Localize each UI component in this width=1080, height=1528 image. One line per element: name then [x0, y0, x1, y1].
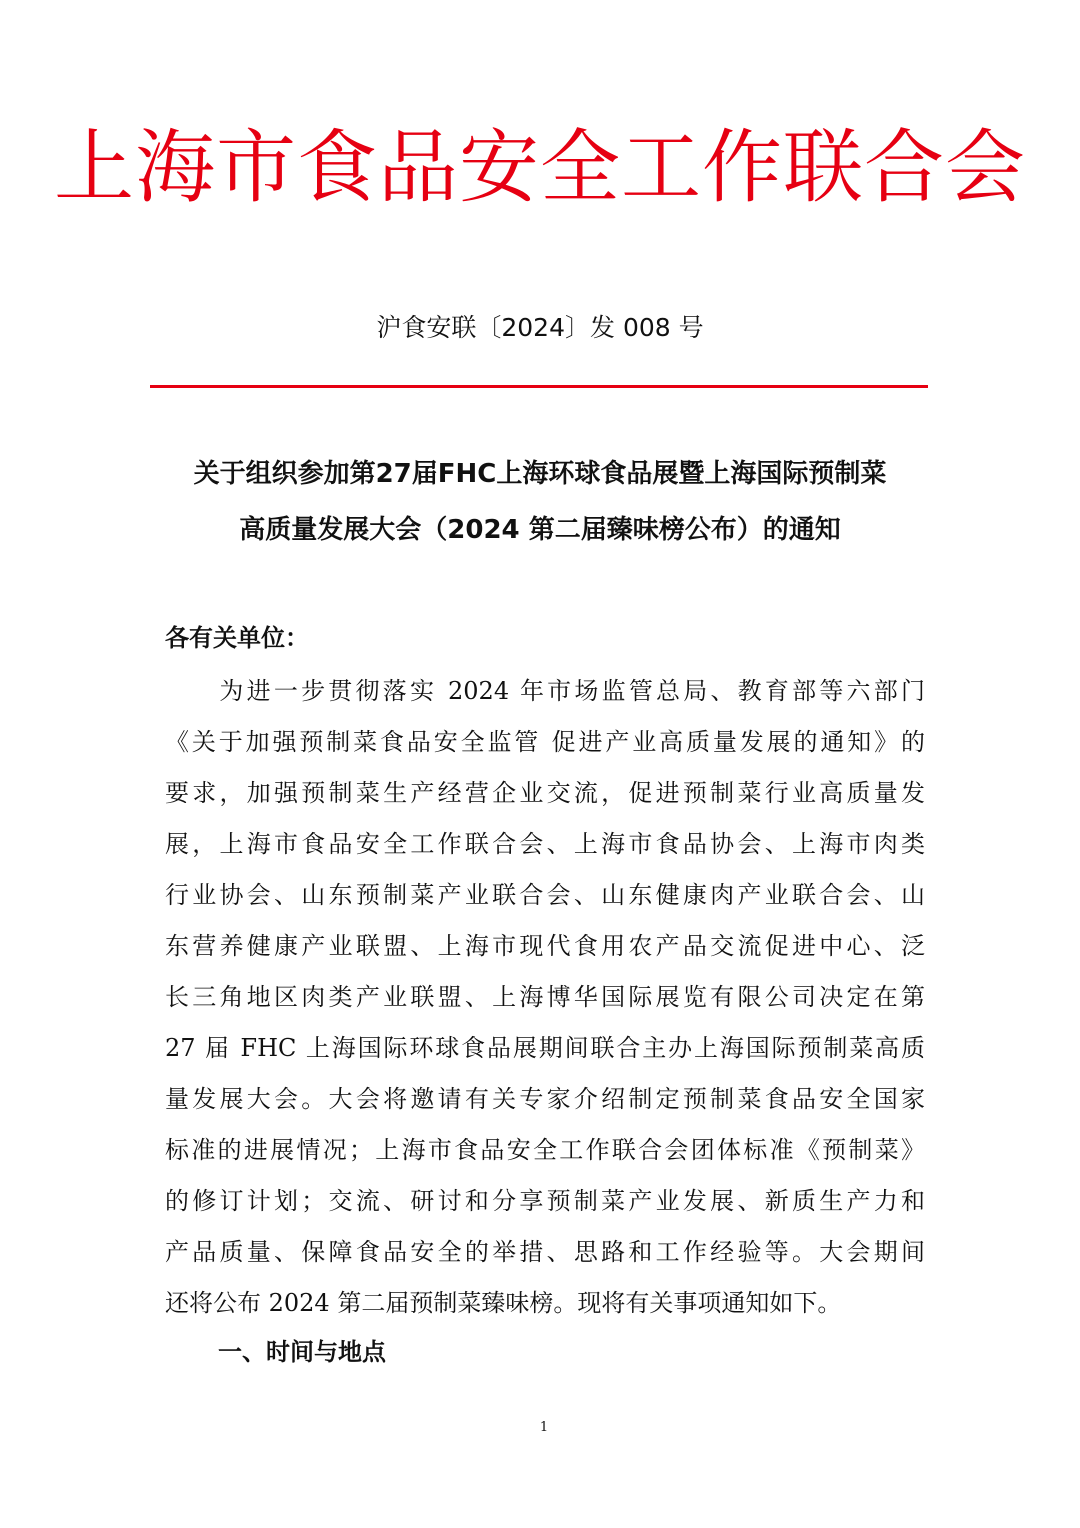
section-heading: 一、时间与地点 — [218, 1338, 386, 1366]
body-line: 要求，加强预制菜生产经营企业交流，促进预制菜行业高质量发 — [165, 779, 925, 807]
body-line: 展，上海市食品安全工作联合会、上海市食品协会、上海市肉类 — [165, 830, 925, 858]
body-line: 为进一步贯彻落实 2024 年市场监管总局、教育部等六部门 — [165, 677, 925, 705]
body-line: 27 届 FHC 上海国际环球食品展期间联合主办上海国际预制菜高质 — [165, 1034, 925, 1062]
body-line: 长三角地区肉类产业联盟、上海博华国际展览有限公司决定在第 — [165, 983, 925, 1011]
body-line: 《关于加强预制菜食品安全监管 促进产业高质量发展的通知》的 — [165, 728, 925, 756]
page-number: 1 — [539, 1420, 549, 1435]
organization-header: 上海市食品安全工作联合会 — [54, 121, 1026, 214]
notice-title-line-2: 高质量发展大会（2024 第二届臻味榜公布）的通知 — [239, 515, 841, 545]
body-line: 的修订计划；交流、研讨和分享预制菜产业发展、新质生产力和 — [165, 1187, 925, 1215]
notice-title-line-1: 关于组织参加第27届FHC上海环球食品展暨上海国际预制菜 — [193, 459, 887, 489]
body-line: 东营养健康产业联盟、上海市现代食用农产品交流促进中心、泛 — [165, 932, 925, 960]
body-line: 量发展大会。大会将邀请有关专家介绍制定预制菜食品安全国家 — [165, 1085, 925, 1113]
document-number: 沪食安联〔2024〕发 008 号 — [376, 313, 704, 342]
salutation: 各有关单位： — [165, 624, 309, 652]
red-divider — [150, 385, 928, 388]
body-line: 行业协会、山东预制菜产业联合会、山东健康肉产业联合会、山 — [165, 881, 925, 909]
body-line: 还将公布 2024 第二届预制菜臻味榜。现将有关事项通知如下。 — [165, 1289, 842, 1317]
body-line: 标准的进展情况；上海市食品安全工作联合会团体标准《预制菜》 — [165, 1136, 925, 1164]
body-line: 产品质量、保障食品安全的举措、思路和工作经验等。大会期间 — [165, 1238, 925, 1266]
